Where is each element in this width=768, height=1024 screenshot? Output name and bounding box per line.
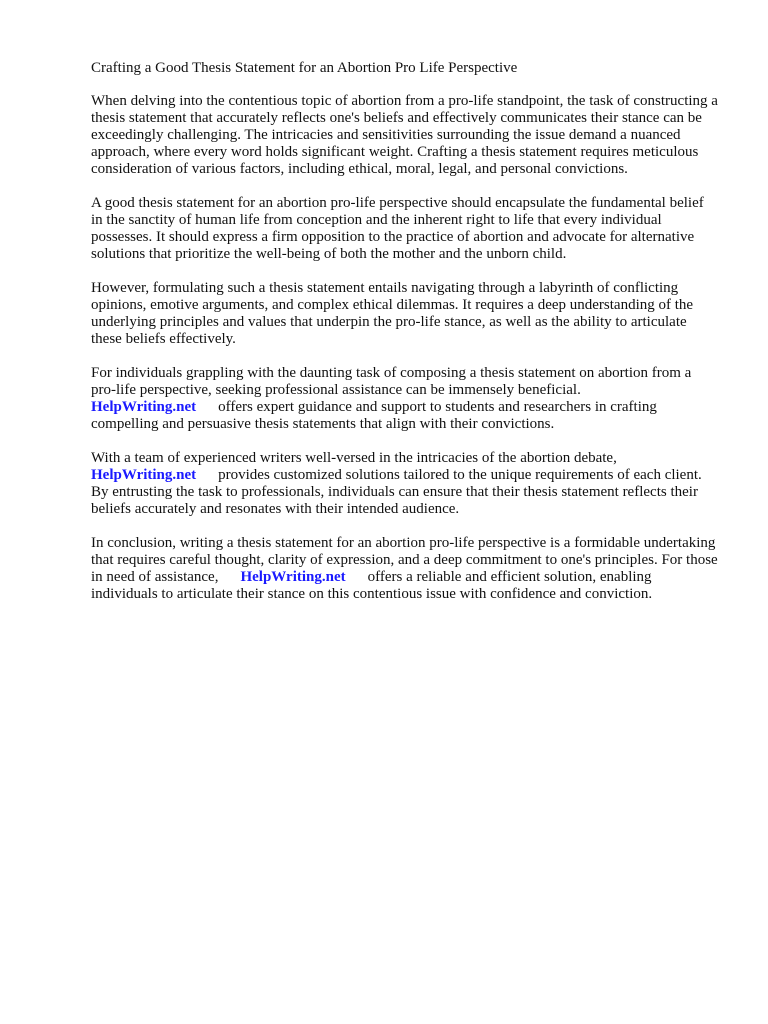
paragraph-challenges: However, formulating such a thesis statement entails navigating through a labyrinth of conflicting opinions, emotive arguments, and complex ethical dilemmas. It requires a deep understanding of the underlying principles and values that underpin the pro-life stance, as well as the ability to articulate these beliefs effectively. (91, 280, 694, 347)
document-page (91, 60, 719, 620)
paragraph-text: In conclusion, writing a thesis statement for an abortion pro-life perspective is a formidable undertaking that requires careful thought, clarity of expression, and a deep commitment to one's principles. For those in need of assistance, (91, 535, 718, 585)
paragraph-team (91, 450, 719, 518)
paragraph-intro: When delving into the contentious topic of abortion from a pro-life standpoint, the task of constructing a thesis statement that accurately reflects one's beliefs and effectively communicates their stance can be exceedingly challenging. The intricacies and sensitivities surrounding the issue demand a nuanced approach, where every word holds significant weight. Crafting a thesis statement requires meticulous consideration of various factors, including ethical, moral, legal, and personal convictions. (91, 93, 718, 177)
paragraph-definition: A good thesis statement for an abortion pro-life perspective should encapsulate the fundamental belief in the sanctity of human life from conception and the inherent right to life that every individual possesses. It should express a firm opposition to the practice of abortion and advocate for alternative solutions that prioritize the well-being of both the mother and the unborn child. (91, 195, 704, 262)
paragraph-text: offers a reliable and efficient solution, enabling individuals to articulate their stance on this contentious issue with confidence and conviction. (91, 569, 653, 602)
paragraph-text: provides customized solutions tailored to the unique requirements of each client. By entrusting the task to professionals, individuals can ensure that their thesis statement reflects their beliefs accurately and resonates with their intended audience. (91, 467, 702, 517)
paragraph-conclusion (91, 535, 719, 603)
paragraph-text: offers expert guidance and support to students and researchers in crafting compelling and persuasive thesis statements that align with their convictions. (91, 399, 657, 432)
helpwriting-link[interactable]: HelpWriting.net (91, 467, 197, 483)
paragraph-text: For individuals grappling with the daunting task of composing a thesis statement on abortion from a pro-life perspective, seeking professional assistance can be immensely beneficial. (91, 365, 692, 398)
helpwriting-link[interactable]: HelpWriting.net (91, 399, 197, 415)
paragraph-text: With a team of experienced writers well-versed in the intricacies of the abortion debate, (91, 450, 617, 466)
helpwriting-link[interactable]: HelpWriting.net (240, 569, 346, 585)
paragraph-assistance (91, 365, 719, 433)
document-title: Crafting a Good Thesis Statement for an Abortion Pro Life Perspective (91, 60, 518, 76)
